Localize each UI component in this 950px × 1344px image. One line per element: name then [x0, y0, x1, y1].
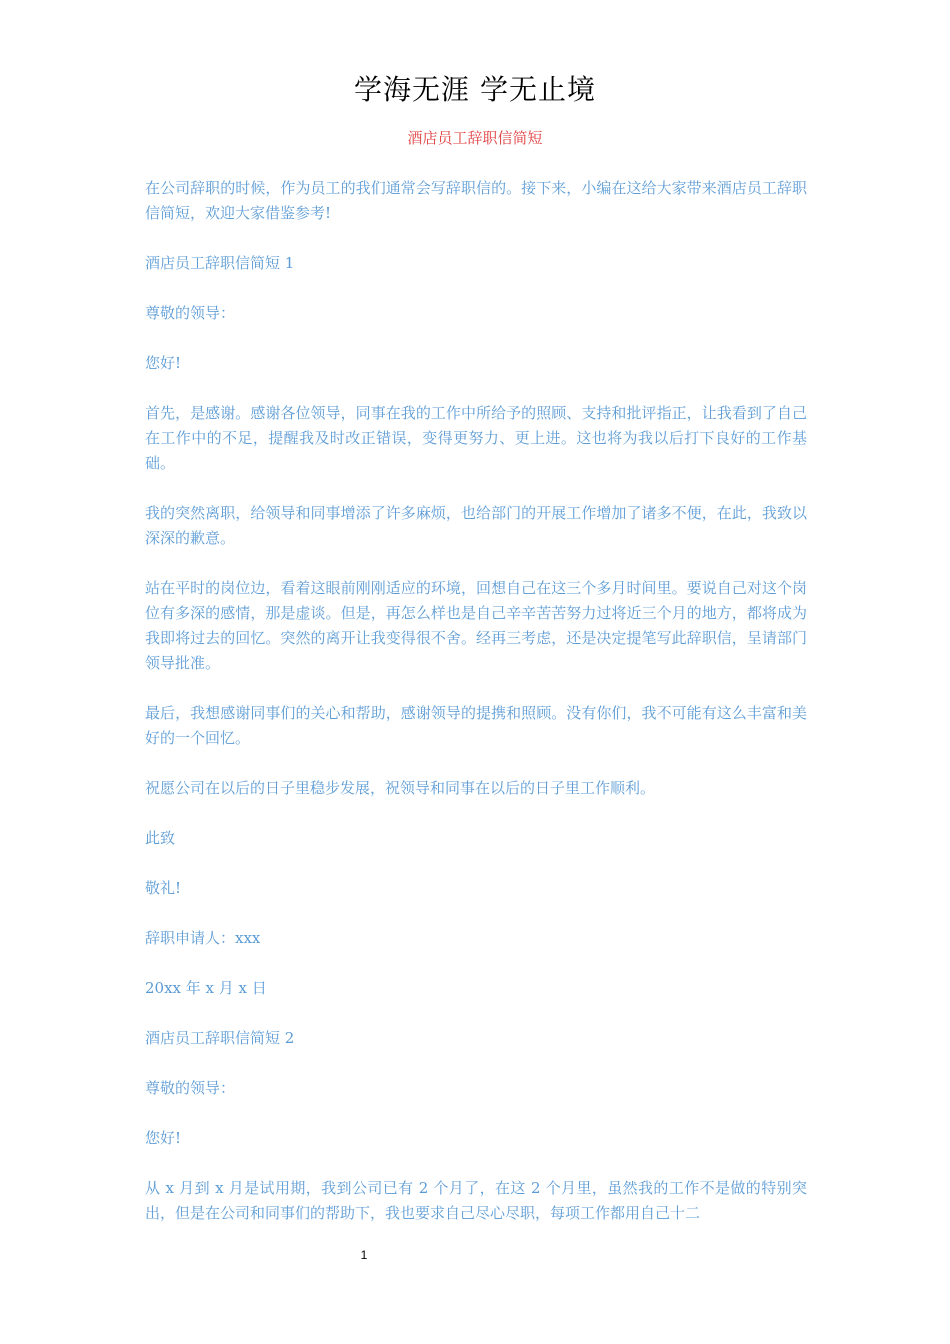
body-paragraph: 最后，我想感谢同事们的关心和帮助，感谢领导的提携和照顾。没有你们，我不可能有这么丰富和美好的一个回忆。 [145, 704, 807, 747]
body-paragraph: 首先，是感谢。感谢各位领导，同事在我的工作中所给予的照顾、支持和批评指正，让我看到了自己在工作中的不足，提醒我及时改正错误，变得更努力、更上进。这也将为我以后打下良好的工作基础。 [145, 404, 807, 472]
page-header: 学海无涯 学无止境 [354, 73, 596, 106]
greeting: 您好! [145, 354, 182, 372]
body-paragraph: 我的突然离职，给领导和同事增添了许多麻烦，也给部门的开展工作增加了诸多不便，在此，我致以深深的歉意。 [145, 504, 807, 547]
greeting: 您好! [145, 1129, 182, 1147]
salutation: 尊敬的领导： [145, 1079, 236, 1097]
closing-line: 此致 [145, 829, 176, 847]
salutation: 尊敬的领导： [145, 304, 236, 322]
document-body [145, 176, 807, 1251]
body-paragraph: 站在平时的岗位边，看着这眼前刚刚适应的环境，回想自己在这三个多月时间里。要说自己对这个岗位有多深的感情，那是虚谈。但是，再怎么样也是自己辛辛苦苦努力过将近三个月的地方，都将成为我即将过去的回忆。突然的离开让我变得很不舍。经再三考虑，还是决定提笔写此辞职信，呈请部门领导批准。 [145, 579, 807, 672]
signature: 辞职申请人：xxx [145, 929, 261, 947]
intro-paragraph: 在公司辞职的时候，作为员工的我们通常会写辞职信的。接下来，小编在这给大家带来酒店员工辞职信简短，欢迎大家借鉴参考! [145, 179, 807, 222]
date-line: 20xx 年 x 月 x 日 [145, 979, 267, 997]
body-paragraph: 祝愿公司在以后的日子里稳步发展，祝领导和同事在以后的日子里工作顺利。 [145, 779, 656, 797]
section-heading: 酒店员工辞职信简短 2 [145, 1029, 295, 1047]
closing-line: 敬礼! [145, 879, 182, 897]
page-number: 1 [360, 1248, 368, 1262]
document-title: 酒店员工辞职信简短 [407, 129, 543, 147]
body-paragraph: 从 x 月到 x 月是试用期，我到公司已有 2 个月了，在这 2 个月里，虽然我的工作不是做的特别突出，但是在公司和同事们的帮助下，我也要求自己尽心尽职，每项工作都用自己十二 [145, 1179, 807, 1222]
section-heading: 酒店员工辞职信简短 1 [145, 254, 295, 272]
